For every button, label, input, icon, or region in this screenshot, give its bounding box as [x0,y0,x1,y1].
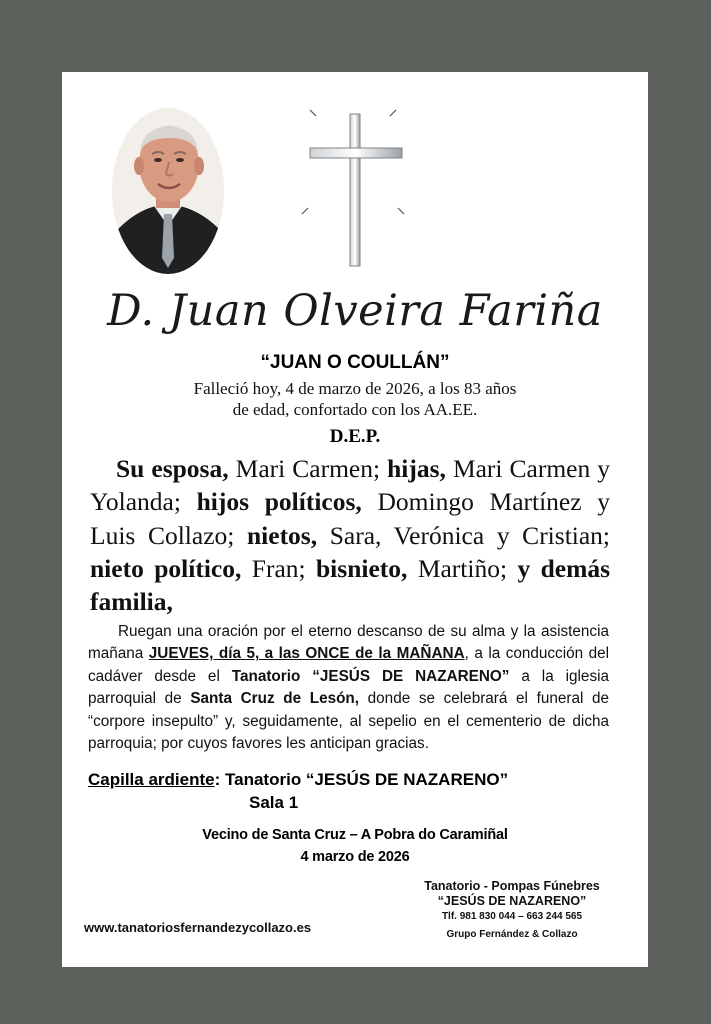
family-label: hijas, [387,454,446,483]
family-names: Mari Carmen; [235,454,381,483]
family-label: hijos políticos, [196,487,362,517]
chapel-info [88,768,628,814]
funeral-home-info [412,878,612,945]
family-names: Fran; [251,553,306,583]
obituary-card [62,72,648,967]
family-names: Domingo Martínez y Luis Collazo; [90,487,611,550]
church-name: Santa Cruz de Lesón, [190,690,360,708]
portrait-photo [112,108,224,274]
company-line: Tanatorio - Pompas Fúnebres [424,879,600,893]
dep-heading: D.E.P. [329,426,381,447]
chapel-colon: : [214,770,221,789]
deceased-nickname: “JUAN O COULLÁN” [260,352,450,373]
chapel-place: Tanatorio “JESÚS DE NAZARENO” [225,770,509,789]
portrait-photo-icon [112,108,224,274]
company-phones: Tlf. 981 830 044 – 663 244 565 [441,911,583,922]
family-names: Martiño; [417,553,508,583]
notice-date: 4 marzo de 2026 [300,849,410,865]
residence-info [62,824,648,868]
prayer-text: , a la conducción del cadáver desde el [88,645,610,685]
chapel-label: Capilla ardiente [88,770,215,789]
family-label: bisnieto, [316,553,408,583]
family-label: y demás familia, [90,553,611,617]
prayer-paragraph [88,621,609,755]
family-label: nietos, [246,520,318,550]
tanatorio-name: Tanatorio “JESÚS DE NAZARENO” [231,667,510,685]
death-notice-line: Falleció hoy, 4 de marzo de 2026, a los 83 años [193,379,517,398]
family-label: Su esposa, [116,454,229,483]
family-list [90,452,610,618]
ceremony-date-time: JUEVES, día 5, a las ONCE de la MAÑANA [148,645,465,663]
family-names: Sara, Verónica y Cristian; [329,520,611,550]
death-notice [62,378,648,420]
company-name: “JESÚS DE NAZARENO” [437,894,587,908]
prayer-text: Ruegan una oración por el eterno descanso de su alma y la asistencia mañana [88,623,609,663]
cross-icon [298,106,410,272]
family-names: Mari Carmen y Yolanda; [90,454,611,517]
company-group: Grupo Fernández & Collazo [446,929,578,940]
residence-line: Vecino de Santa Cruz – A Pobra do Caramiñal [202,827,508,843]
prayer-text: a la iglesia parroquial de [88,667,609,708]
family-label: nieto político, [90,553,242,583]
prayer-text: donde se celebrará el funeral de “corpore insepulto” y, seguidamente, al sepelio en el cementerio de dicha parroquia; por cuyos favores les anticipan gracias. [88,690,609,753]
website-link[interactable]: www.tanatoriosfernandezycollazo.es [84,920,312,935]
chapel-room: Sala 1 [249,793,299,812]
death-notice-line: de edad, confortado con los AA.EE. [232,400,478,419]
deceased-name: D. Juan Olveira Fariña [107,286,603,336]
